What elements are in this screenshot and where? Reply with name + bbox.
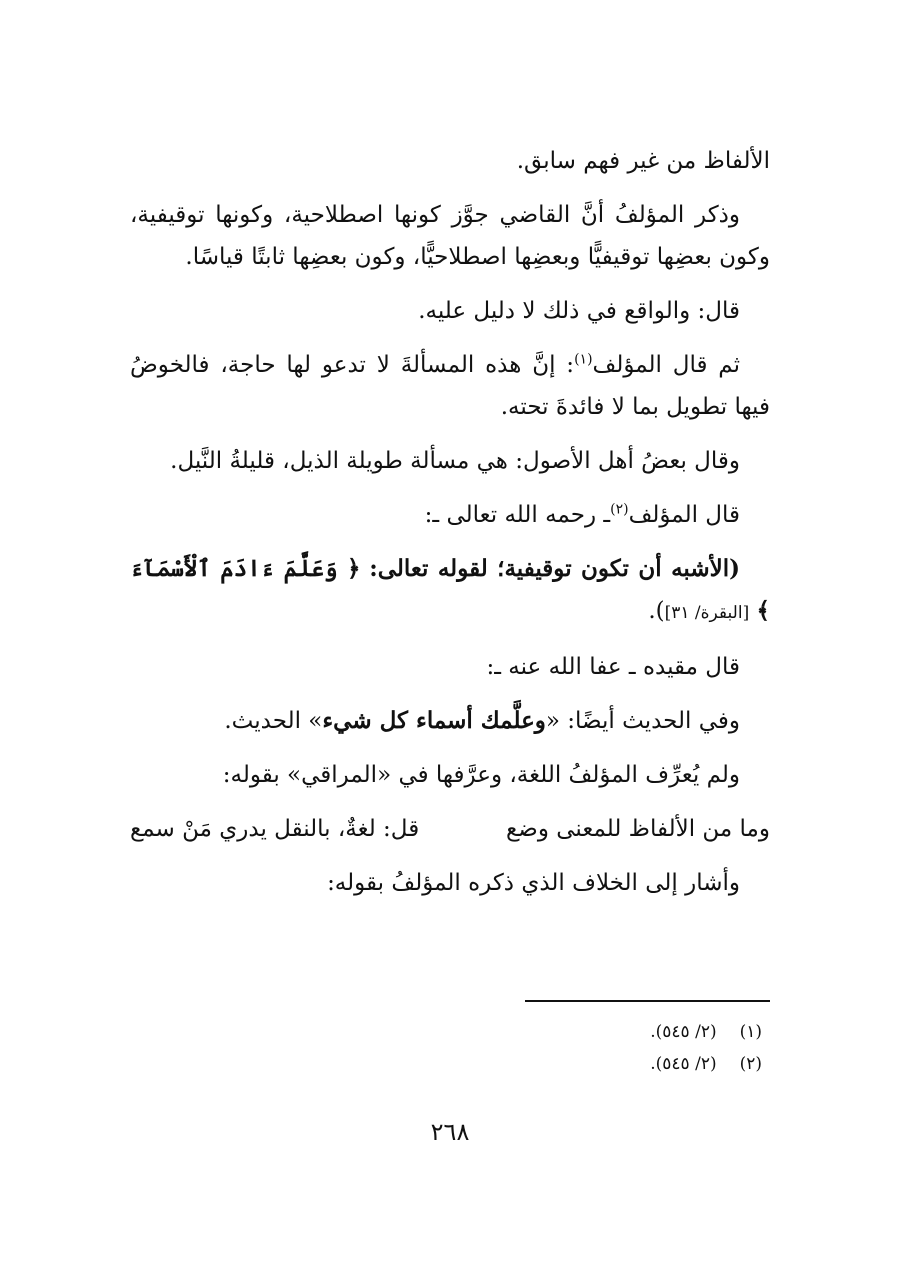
main-text <box>130 140 770 916</box>
paragraph-1: الألفاظ من غير فهم سابق. <box>516 148 770 174</box>
footnote-number: (٢) <box>739 1054 762 1074</box>
verse-first-hemistich: وما من الألفاظ للمعنى وضع <box>506 816 770 842</box>
verse-reference: [البقرة/ ٣١] <box>664 603 750 623</box>
paragraph-6-end: ـ رحمه الله تعالى ـ: <box>424 502 611 528</box>
paragraph-4-end: : إنَّ هذه المسألةَ لا تدعو لها حاجة، فالخوضُ فيها تطويل بما لا فائدةَ تحته. <box>130 352 770 420</box>
paragraph-4 <box>130 344 770 428</box>
paragraph-2: وذكر المؤلفُ أنَّ القاضي جوَّز كونها اصطلاحية، وكونها توقيفية، وكون بعضِها توقيفيًّا وبعضِها اصطلاحيًّا، وكون بعضِها ثابتًا قياسًا. <box>130 202 770 270</box>
paragraph-8: قال مقيده ـ عفا الله عنه ـ: <box>486 654 740 680</box>
footnote-ref-1[interactable]: (١) <box>574 351 593 368</box>
footnote-divider <box>525 1000 770 1002</box>
paragraph-5: وقال بعضُ أهل الأصول: هي مسألة طويلة الذيل، قليلةُ النَّيل. <box>170 448 740 474</box>
paragraph-11: وأشار إلى الخلاف الذي ذكره المؤلفُ بقوله: <box>327 870 740 896</box>
quote-end: ). <box>648 598 665 624</box>
footnote-2 <box>130 1048 770 1080</box>
paragraph-6-start: قال المؤلف <box>628 502 740 528</box>
page-number: ٢٦٨ <box>430 1118 470 1146</box>
footnote-1 <box>130 1016 770 1048</box>
footnote-number: (١) <box>739 1022 762 1042</box>
footnote-text: (٢/ ٥٤٥). <box>650 1022 717 1042</box>
paragraph-6 <box>130 494 770 536</box>
footnote-ref-2[interactable]: (٢) <box>610 501 629 518</box>
hadith-quote: وعلَّمك أسماء كل شيء <box>322 707 546 734</box>
paragraph-7 <box>130 548 770 634</box>
paragraph-9-end: » الحديث. <box>224 708 323 734</box>
paragraph-9 <box>130 700 770 742</box>
verse-second-hemistich: قل: لغةٌ، بالنقل يدري مَنْ سمع <box>130 816 420 842</box>
paragraph-4-start: ثم قال المؤلف <box>592 352 741 378</box>
paragraph-10: ولم يُعرِّف المؤلفُ اللغة، وعرَّفها في «المراقي» بقوله: <box>222 762 740 788</box>
footnote-text: (٢/ ٥٤٥). <box>650 1054 717 1074</box>
poetry-verse <box>130 808 770 850</box>
quote-bold: (الأشبه أن تكون توقيفية؛ لقوله تعالى: <box>369 555 741 582</box>
quran-verse: ﴿ وَعَلَّمَ ءَادَمَ ٱلْأَسْمَآءَ ﴾ <box>130 555 770 624</box>
footnotes <box>130 1000 770 1080</box>
paragraph-3: قال: والواقع في ذلك لا دليل عليه. <box>418 298 740 324</box>
paragraph-9-start: وفي الحديث أيضًا: « <box>545 708 740 734</box>
